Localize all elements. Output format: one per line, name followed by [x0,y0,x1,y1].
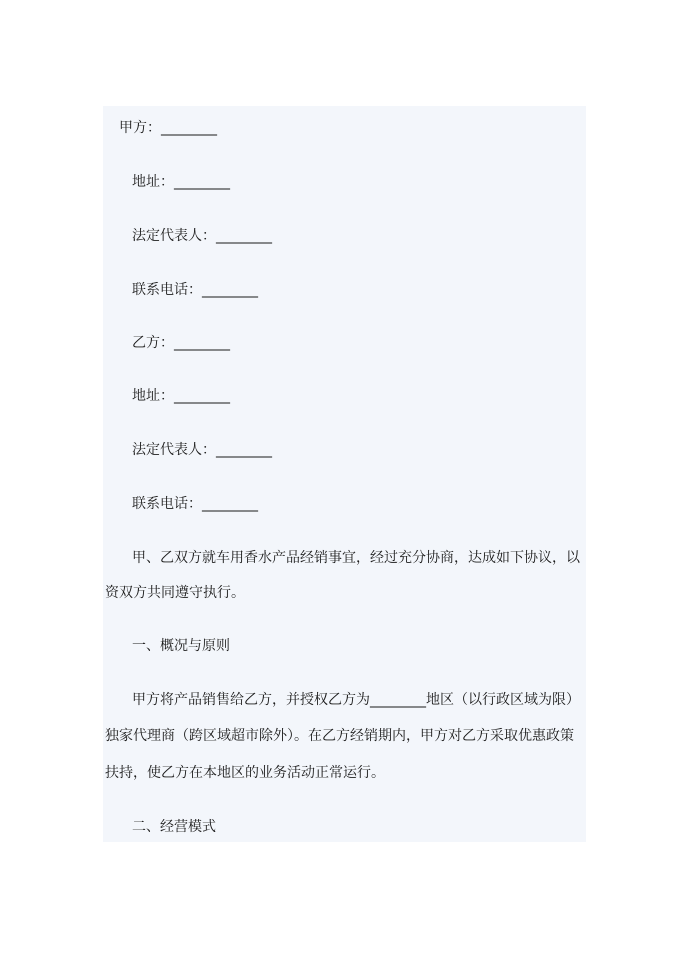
party-a-address: 地址：________ [132,174,230,190]
section-1-line-1: 甲方将产品销售给乙方，并授权乙方为________地区（以行政区域为限） [132,692,580,708]
intro-line-1: 甲、乙双方就车用香水产品经销事宜，经过充分协商，达成如下协议，以 [132,550,580,566]
party-a-legal-rep: 法定代表人：________ [132,228,272,244]
section-1-line-3: 扶持，使乙方在本地区的业务活动正常运行。 [105,765,385,781]
section-1-heading: 一、概况与原则 [132,638,230,654]
party-b-phone: 联系电话：________ [132,496,258,512]
party-a-phone: 联系电话：________ [132,282,258,298]
intro-line-2: 资双方共同遵守执行。 [105,585,245,601]
section-2-heading: 二、经营模式 [132,819,216,835]
party-b-address: 地址：________ [132,388,230,404]
party-b-legal-rep: 法定代表人：________ [132,442,272,458]
section-1-line-2: 独家代理商（跨区域超市除外）。在乙方经销期内，甲方对乙方采取优惠政策 [105,728,574,744]
party-a-title: 甲方：________ [119,120,217,136]
party-b-title: 乙方：________ [132,335,230,351]
